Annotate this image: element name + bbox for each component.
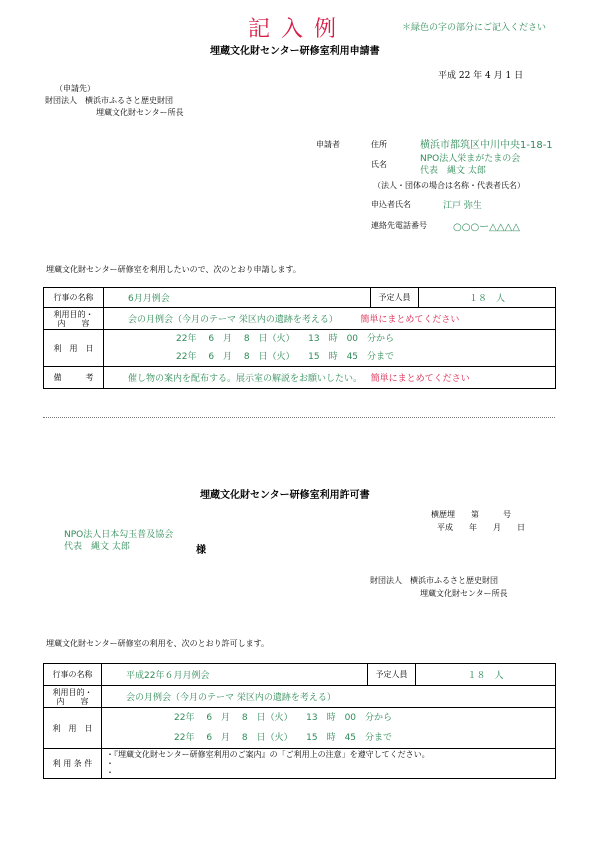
permit-event-value: 平成22年６月月例会 — [126, 671, 210, 681]
name-note: （法人・団体の場合は名称・代表者氏名） — [373, 181, 525, 190]
permit-condition-3: ・ — [106, 768, 114, 777]
permit-usage-date-label: 利 用 日 — [44, 708, 102, 749]
applicant-person-value[interactable]: 江戸 弥生 — [443, 201, 482, 211]
phone-label: 連絡先電話番号 — [371, 221, 427, 230]
permit-condition-2: ・ — [106, 759, 114, 768]
permit-purpose-value-cell[interactable] — [102, 686, 556, 708]
application-table — [43, 287, 556, 389]
permit-usage-date-cell[interactable] — [102, 708, 556, 749]
permit-purpose-label — [44, 686, 102, 708]
name-value-rep[interactable]: 代表 縄文 太郎 — [420, 166, 486, 176]
permit-purpose-label-line1: 利用目的・ — [52, 687, 93, 697]
instruction-note: ＊緑色の字の部分にご記入ください — [402, 23, 547, 33]
permit-usage-date-end: 22年 6 月 8 日（火） 15 時 45 分まで — [174, 733, 393, 743]
purpose-value: 会の月例会（今月のテーマ 栄区内の遺跡を考える） — [128, 315, 338, 325]
remarks-hint: 簡単にまとめてください — [370, 374, 470, 384]
purpose-label-line2: 内 容 — [57, 318, 90, 328]
addressee-label: （申請先） — [55, 84, 95, 93]
purpose-label-line1: 利用目的・ — [53, 309, 94, 319]
usage-date-end: 22年 6 月 8 日（火） 15 時 45 分まで — [176, 352, 395, 362]
application-intro: 埋蔵文化財センター研修室を利用したいので、次のとおり申請します。 — [46, 265, 301, 274]
applicant-person-label: 申込者氏名 — [371, 200, 411, 209]
application-date: 平成 22 年 4 月 1 日 — [438, 71, 524, 81]
permit-issuer-foundation: 財団法人 横浜市ふるさと歴史財団 — [370, 576, 498, 585]
remarks-value-cell[interactable] — [104, 367, 556, 389]
event-value-cell[interactable] — [104, 288, 371, 308]
remarks-value: 催し物の案内を配布する。展示室の解説をお願いしたい。 — [128, 374, 363, 384]
permit-people-label: 予定人員 — [368, 664, 416, 686]
usage-date-cell[interactable] — [104, 330, 556, 367]
cut-line — [43, 417, 555, 418]
permit-recipient-rep[interactable]: 代表 縄文 太郎 — [64, 542, 130, 552]
permit-event-value-cell[interactable] — [102, 664, 368, 686]
addressee-director: 埋蔵文化財センター所長 — [96, 108, 184, 117]
permit-date: 平成 年 月 日 — [437, 523, 525, 532]
permit-table — [43, 663, 556, 779]
people-value-cell[interactable] — [419, 288, 556, 308]
permit-conditions-cell — [102, 749, 556, 779]
usage-date-label: 利 用 日 — [44, 330, 104, 367]
permit-conditions-label: 利 用 条 件 — [44, 749, 102, 779]
permit-usage-date-start: 22年 6 月 8 日（火） 13 時 00 分から — [174, 713, 393, 723]
permit-recipient-org[interactable]: NPO法人日本勾玉普及協会 — [64, 530, 174, 540]
permit-issuer-director: 埋蔵文化財センター所長 — [420, 589, 508, 598]
application-title: 埋蔵文化財センター研修室利用申請書 — [210, 46, 380, 57]
address-label: 住所 — [371, 140, 387, 149]
name-value-org[interactable]: NPO法人栄まがたまの会 — [420, 154, 521, 164]
permit-event-label: 行事の名称 — [44, 664, 102, 686]
people-value: １８ 人 — [468, 294, 505, 304]
name-label: 氏名 — [371, 160, 387, 169]
people-label: 予定人員 — [371, 288, 419, 308]
permit-condition-1: ・『埋蔵文化財センター研修室利用のご案内』の「ご利用上の注意」を遵守してください。 — [106, 750, 430, 759]
permit-people-value-cell[interactable] — [416, 664, 556, 686]
permit-purpose-label-line2: 内 容 — [56, 696, 89, 706]
permit-intro: 埋蔵文化財センター研修室の利用を、次のとおり許可します。 — [46, 639, 270, 648]
addressee-foundation: 財団法人 横浜市ふるさと歴史財団 — [45, 96, 173, 105]
usage-date-start: 22年 6 月 8 日（火） 13 時 00 分から — [176, 334, 395, 344]
permit-honorific: 様 — [196, 545, 206, 556]
event-label: 行事の名称 — [44, 288, 104, 308]
permit-doc-number: 横歴埋 第 号 — [431, 510, 511, 519]
phone-value[interactable]: ○○○ー△△△△ — [453, 222, 520, 233]
purpose-hint: 簡単にまとめてください — [360, 315, 460, 325]
permit-title: 埋蔵文化財センター研修室利用許可書 — [200, 490, 370, 501]
remarks-label: 備 考 — [44, 367, 104, 389]
purpose-value-cell[interactable] — [104, 308, 556, 330]
purpose-label — [44, 308, 104, 330]
applicant-label: 申請者 — [316, 140, 340, 149]
sample-title: 記 入 例 — [248, 17, 338, 42]
address-value[interactable]: 横浜市都筑区中川中央1-18-1 — [420, 140, 553, 151]
permit-people-value: １８ 人 — [467, 671, 504, 681]
event-value: 6月月例会 — [128, 294, 170, 304]
permit-purpose-value: 会の月例会（今月のテーマ 栄区内の遺跡を考える） — [126, 693, 336, 703]
